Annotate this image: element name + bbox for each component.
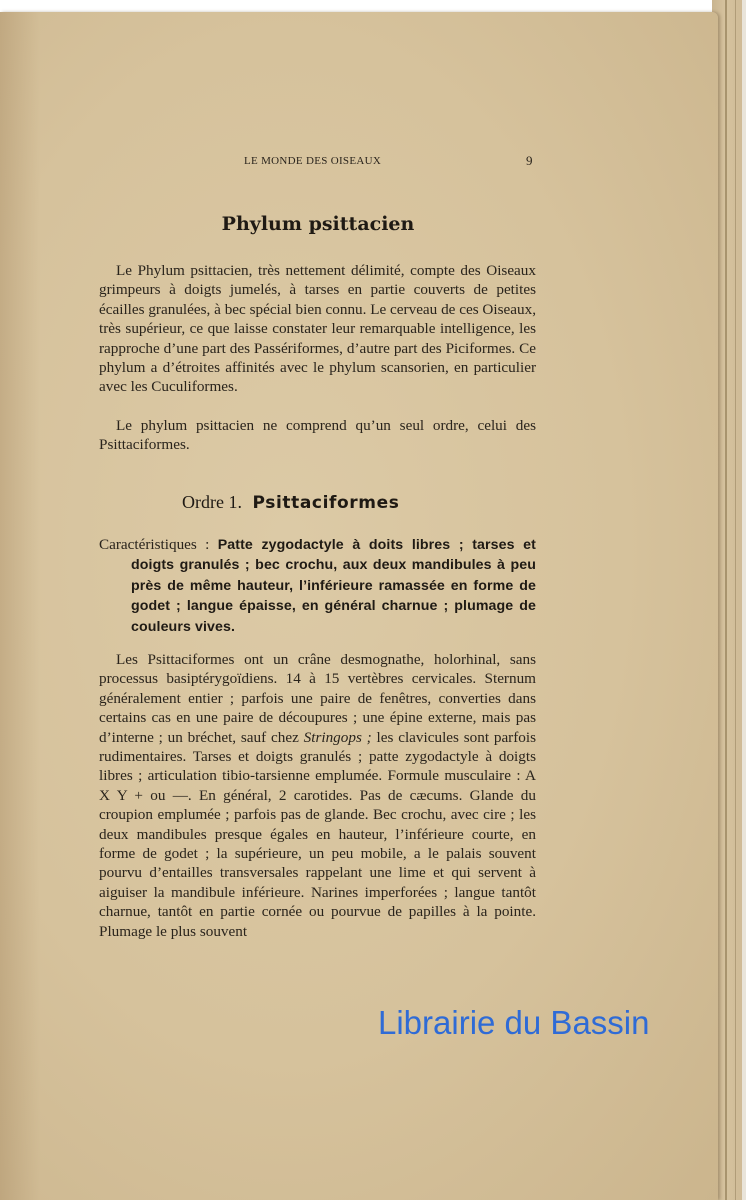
watermark-text: Librairie du Bassin <box>378 1004 650 1041</box>
characteristics-label: Caractéristiques : <box>99 536 210 553</box>
characteristics-block <box>99 535 536 637</box>
intro-paragraph: Le Phylum psittacien, très nettement délimité, compte des Oiseaux grimpeurs à doigts jumelés, à tarses en partie couverts de petites écailles granulées, à bec spécial bien connu. Le cerveau de ces Oiseaux, très supérieur, ce que laisse constater leur remarquable intelligence, les rapproche d’une part des Passériformes, d’autre part des Piciformes. Ce phylum a d’étroites affinités avec le phylum scansorien, en particulier avec les Cuculiformes. <box>99 262 536 396</box>
description-text-start: Les Psittaciformes ont un crâne desmognathe, holorhinal, sans processus basiptérygoïdiens. 14 à 15 vertèbres cervicales. Sternum généralement entier ; parfois une paire de fenêtres, converties dans certains cas en une paire de découpures ; une épine externe, mais pas d’interne ; un bréchet, sauf chez <box>99 651 536 746</box>
order-heading <box>182 492 399 513</box>
description-paragraph <box>99 650 536 941</box>
page-stack-line <box>725 0 727 1200</box>
order-label: Ordre 1. <box>182 492 242 512</box>
page-stack-edge <box>742 0 746 1200</box>
running-head-title: LE MONDE DES OISEAUX <box>244 155 382 167</box>
order-name: Psittaciformes <box>252 493 400 513</box>
description-text-end: les clavicules sont parfois rudimentaires. Tarses et doigts granulés ; patte zygodactyle à doigts libres ; articulation tibio-tarsienne emplumée. Formule musculaire : A X Y + ou —. En général, 2 carotides. Pas de cæcums. Glande du croupion emplumée ; parfois pas de glande. Bec crochu, avec cire ; les deux mandibules presque égales en hauteur, l’inférieure courte, en forme de godet ; la supérieure, un peu mobile, a le palais souvent pourvu d’entailles transversales rappelant une lime et qui servent à aiguiser la mandibule inférieure. Narines imperforées ; langue tantôt charnue, tantôt en partie cornée ou pourvue de papilles à la pointe. Plumage le plus souvent <box>99 728 537 940</box>
genus-name: Stringops ; <box>303 728 372 746</box>
second-paragraph: Le phylum psittacien ne comprend qu’un seul ordre, celui des Psittaciformes. <box>99 417 536 454</box>
page-number: 9 <box>526 153 533 168</box>
page-stack-line <box>735 0 736 1200</box>
section-title: Phylum psittacien <box>221 213 415 235</box>
characteristics-text: Patte zygodactyle à doits libres ; tarses et doigts granulés ; bec crochu, aux deux mandibules à peu près de même hauteur, l’inférieure ramassée en forme de godet ; langue épaisse, en général charnue ; plumage de couleurs vives. <box>131 537 536 635</box>
